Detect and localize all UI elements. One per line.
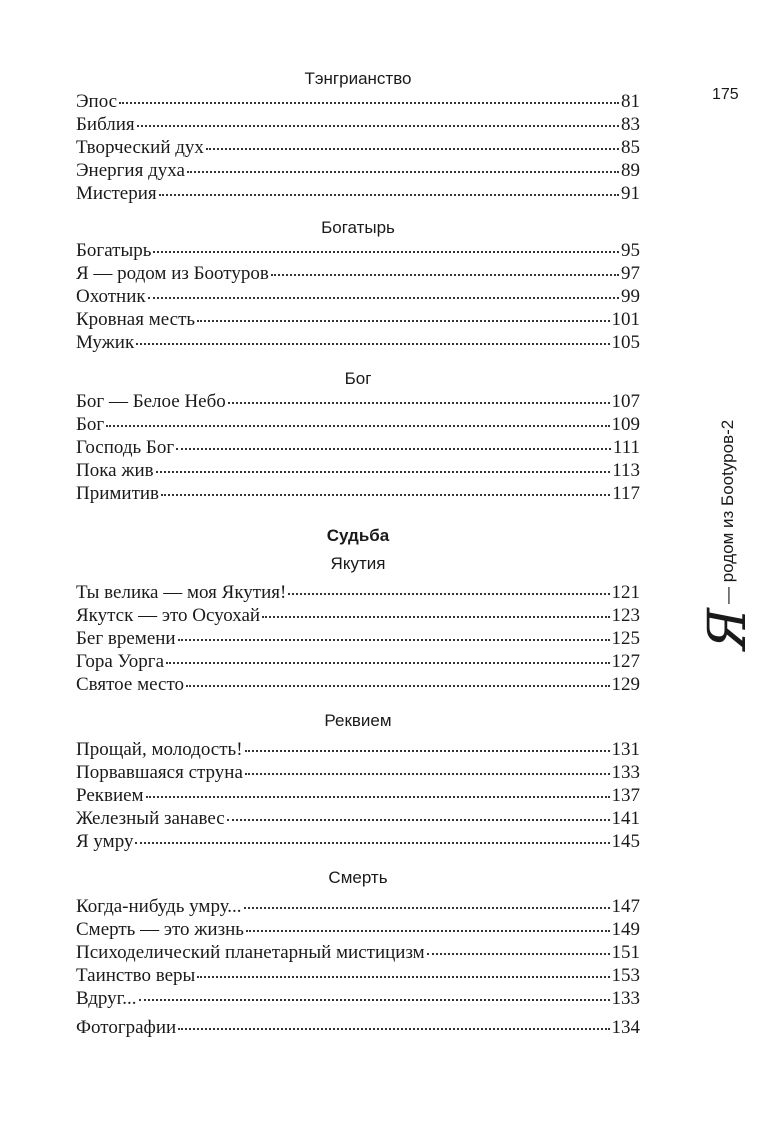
dot-leader: [136, 343, 609, 345]
entry-title: Примитив: [76, 483, 160, 504]
section-heading-smert: Смерть: [328, 868, 388, 887]
entry-page: 147: [611, 896, 640, 917]
entry-title: Гора Уорга: [76, 651, 165, 672]
entry-page: 125: [611, 628, 640, 649]
toc-entry[interactable]: [76, 413, 640, 436]
entry-page: 129: [611, 674, 640, 695]
toc-entry-photographs[interactable]: [76, 1016, 640, 1039]
table-of-contents: [76, 68, 640, 1039]
entry-page: 107: [611, 391, 640, 412]
entry-title: Когда-нибудь умру...: [76, 896, 242, 917]
entry-title: Творческий дух: [76, 137, 204, 158]
section-heading-bogatyr: Богатырь: [321, 218, 395, 237]
dot-leader: [245, 773, 610, 775]
toc-entry[interactable]: [76, 650, 640, 673]
entry-page: 131: [611, 739, 640, 760]
entry-page: 145: [611, 831, 640, 852]
entry-list: [76, 738, 640, 853]
entry-title: Мужик: [76, 332, 135, 353]
dot-leader: [106, 425, 609, 427]
entry-title: Ты велика — моя Якутия!: [76, 582, 287, 603]
part-heading-sudba: Судьба: [326, 526, 390, 545]
entry-page: 141: [611, 808, 640, 829]
entry-title: Прощай, молодость!: [76, 739, 243, 760]
entry-list: [76, 239, 640, 354]
entry-title: Богатырь: [76, 240, 152, 261]
toc-entry[interactable]: [76, 390, 640, 413]
toc-entry[interactable]: [76, 784, 640, 807]
toc-entry[interactable]: [76, 436, 640, 459]
dot-leader: [186, 685, 609, 687]
dot-leader: [148, 297, 619, 299]
dot-leader: [206, 148, 619, 150]
section-heading-yakutia: Якутия: [330, 554, 386, 573]
entry-list: [76, 581, 640, 696]
section-heading-tengrianstvo: Тэнгрианство: [304, 69, 412, 88]
dot-leader: [176, 448, 611, 450]
running-title-text: — родом из Бootуров-2: [718, 419, 737, 604]
entry-title: Якутск — это Осуохай: [76, 605, 261, 626]
entry-title: Эпос: [76, 91, 118, 112]
toc-entry[interactable]: [76, 941, 640, 964]
entry-title: Смерть — это жизнь: [76, 919, 244, 940]
dot-leader: [139, 999, 610, 1001]
toc-entry[interactable]: [76, 673, 640, 696]
entry-page: 101: [611, 309, 640, 330]
entry-page: 83: [621, 114, 640, 135]
dot-leader: [159, 194, 619, 196]
toc-entry[interactable]: [76, 807, 640, 830]
entry-page: 133: [611, 988, 640, 1009]
entry-title: Бог: [76, 414, 105, 435]
dot-leader: [135, 842, 609, 844]
entry-title: Железный занавес: [76, 808, 225, 829]
entry-page: 111: [612, 437, 640, 458]
running-title: [678, 396, 758, 702]
entry-page: 95: [621, 240, 640, 261]
entry-title: Энергия духа: [76, 160, 185, 181]
entry-list-final: [76, 1016, 640, 1039]
dot-leader: [427, 953, 610, 955]
entry-page: 105: [611, 332, 640, 353]
entry-title: Охотник: [76, 286, 146, 307]
entry-page: 137: [611, 785, 640, 806]
toc-entry[interactable]: [76, 113, 640, 136]
toc-entry[interactable]: [76, 830, 640, 853]
entry-title: Реквием: [76, 785, 144, 806]
entry-page: 81: [621, 91, 640, 112]
toc-entry[interactable]: [76, 627, 640, 650]
entry-page: 85: [621, 137, 640, 158]
dot-leader: [119, 102, 619, 104]
entry-title: Пока жив: [76, 460, 154, 481]
toc-entry[interactable]: [76, 459, 640, 482]
entry-page: 117: [612, 483, 640, 504]
toc-entry[interactable]: [76, 182, 640, 205]
entry-title: Библия: [76, 114, 135, 135]
toc-entry[interactable]: [76, 581, 640, 604]
entry-title: Я — родом из Боотуров: [76, 263, 269, 284]
entry-page: 97: [621, 263, 640, 284]
entry-title: Святое место: [76, 674, 185, 695]
entry-page: 123: [611, 605, 640, 626]
toc-entry[interactable]: [76, 159, 640, 182]
entry-title: Фотографии: [76, 1017, 177, 1038]
toc-entry[interactable]: [76, 262, 640, 285]
toc-entry[interactable]: [76, 239, 640, 262]
page-number: 175: [712, 86, 739, 103]
toc-entry[interactable]: [76, 987, 640, 1010]
entry-title: Таинство веры: [76, 965, 196, 986]
entry-page: 99: [621, 286, 640, 307]
dot-leader: [262, 616, 609, 618]
running-title-initial: Я: [698, 608, 758, 650]
entry-page: 127: [611, 651, 640, 672]
dot-leader: [288, 593, 609, 595]
toc-entry[interactable]: [76, 90, 640, 113]
entry-page: 133: [611, 762, 640, 783]
toc-entry[interactable]: [76, 285, 640, 308]
dot-leader: [244, 907, 610, 909]
entry-page: 113: [612, 460, 640, 481]
entry-title: Психоделический планетарный мистицизм: [76, 942, 425, 963]
entry-page: 151: [611, 942, 640, 963]
entry-title: Порвавшаяся струна: [76, 762, 243, 783]
dot-leader: [271, 274, 619, 276]
dot-leader: [245, 750, 610, 752]
entry-list: [76, 90, 640, 205]
entry-title: Бег времени: [76, 628, 176, 649]
entry-title: Мистерия: [76, 183, 157, 204]
dot-leader: [197, 976, 609, 978]
entry-page: 91: [621, 183, 640, 204]
entry-title: Бог — Белое Небо: [76, 391, 226, 412]
entry-page: 121: [611, 582, 640, 603]
toc-entry[interactable]: [76, 604, 640, 627]
toc-entry[interactable]: [76, 136, 640, 159]
entry-title: Вдруг...: [76, 988, 137, 1009]
dot-leader: [156, 471, 611, 473]
dot-leader: [146, 796, 610, 798]
dot-leader: [153, 251, 619, 253]
toc-entry[interactable]: [76, 482, 640, 505]
dot-leader: [227, 819, 610, 821]
toc-entry[interactable]: [76, 964, 640, 987]
entry-title: Господь Бог: [76, 437, 175, 458]
entry-page: 134: [611, 1017, 640, 1038]
dot-leader: [228, 402, 610, 404]
dot-leader: [178, 639, 610, 641]
toc-entry[interactable]: [76, 761, 640, 784]
toc-entry[interactable]: [76, 738, 640, 761]
entry-list: [76, 390, 640, 505]
section-heading-bog: Бог: [344, 369, 372, 388]
toc-entry[interactable]: [76, 331, 640, 354]
entry-page: 149: [611, 919, 640, 940]
toc-entry[interactable]: [76, 895, 640, 918]
entry-page: 153: [611, 965, 640, 986]
dot-leader: [161, 494, 610, 496]
dot-leader: [187, 171, 619, 173]
entry-page: 109: [611, 414, 640, 435]
dot-leader: [137, 125, 619, 127]
entry-page: 89: [621, 160, 640, 181]
toc-entry[interactable]: [76, 308, 640, 331]
section-heading-rekviem: Реквием: [324, 711, 392, 730]
dot-leader: [178, 1028, 609, 1030]
entry-title: Я умру: [76, 831, 134, 852]
dot-leader: [197, 320, 609, 322]
dot-leader: [166, 662, 609, 664]
entry-title: Кровная месть: [76, 309, 196, 330]
entry-list: [76, 895, 640, 1010]
toc-entry[interactable]: [76, 918, 640, 941]
dot-leader: [246, 930, 610, 932]
